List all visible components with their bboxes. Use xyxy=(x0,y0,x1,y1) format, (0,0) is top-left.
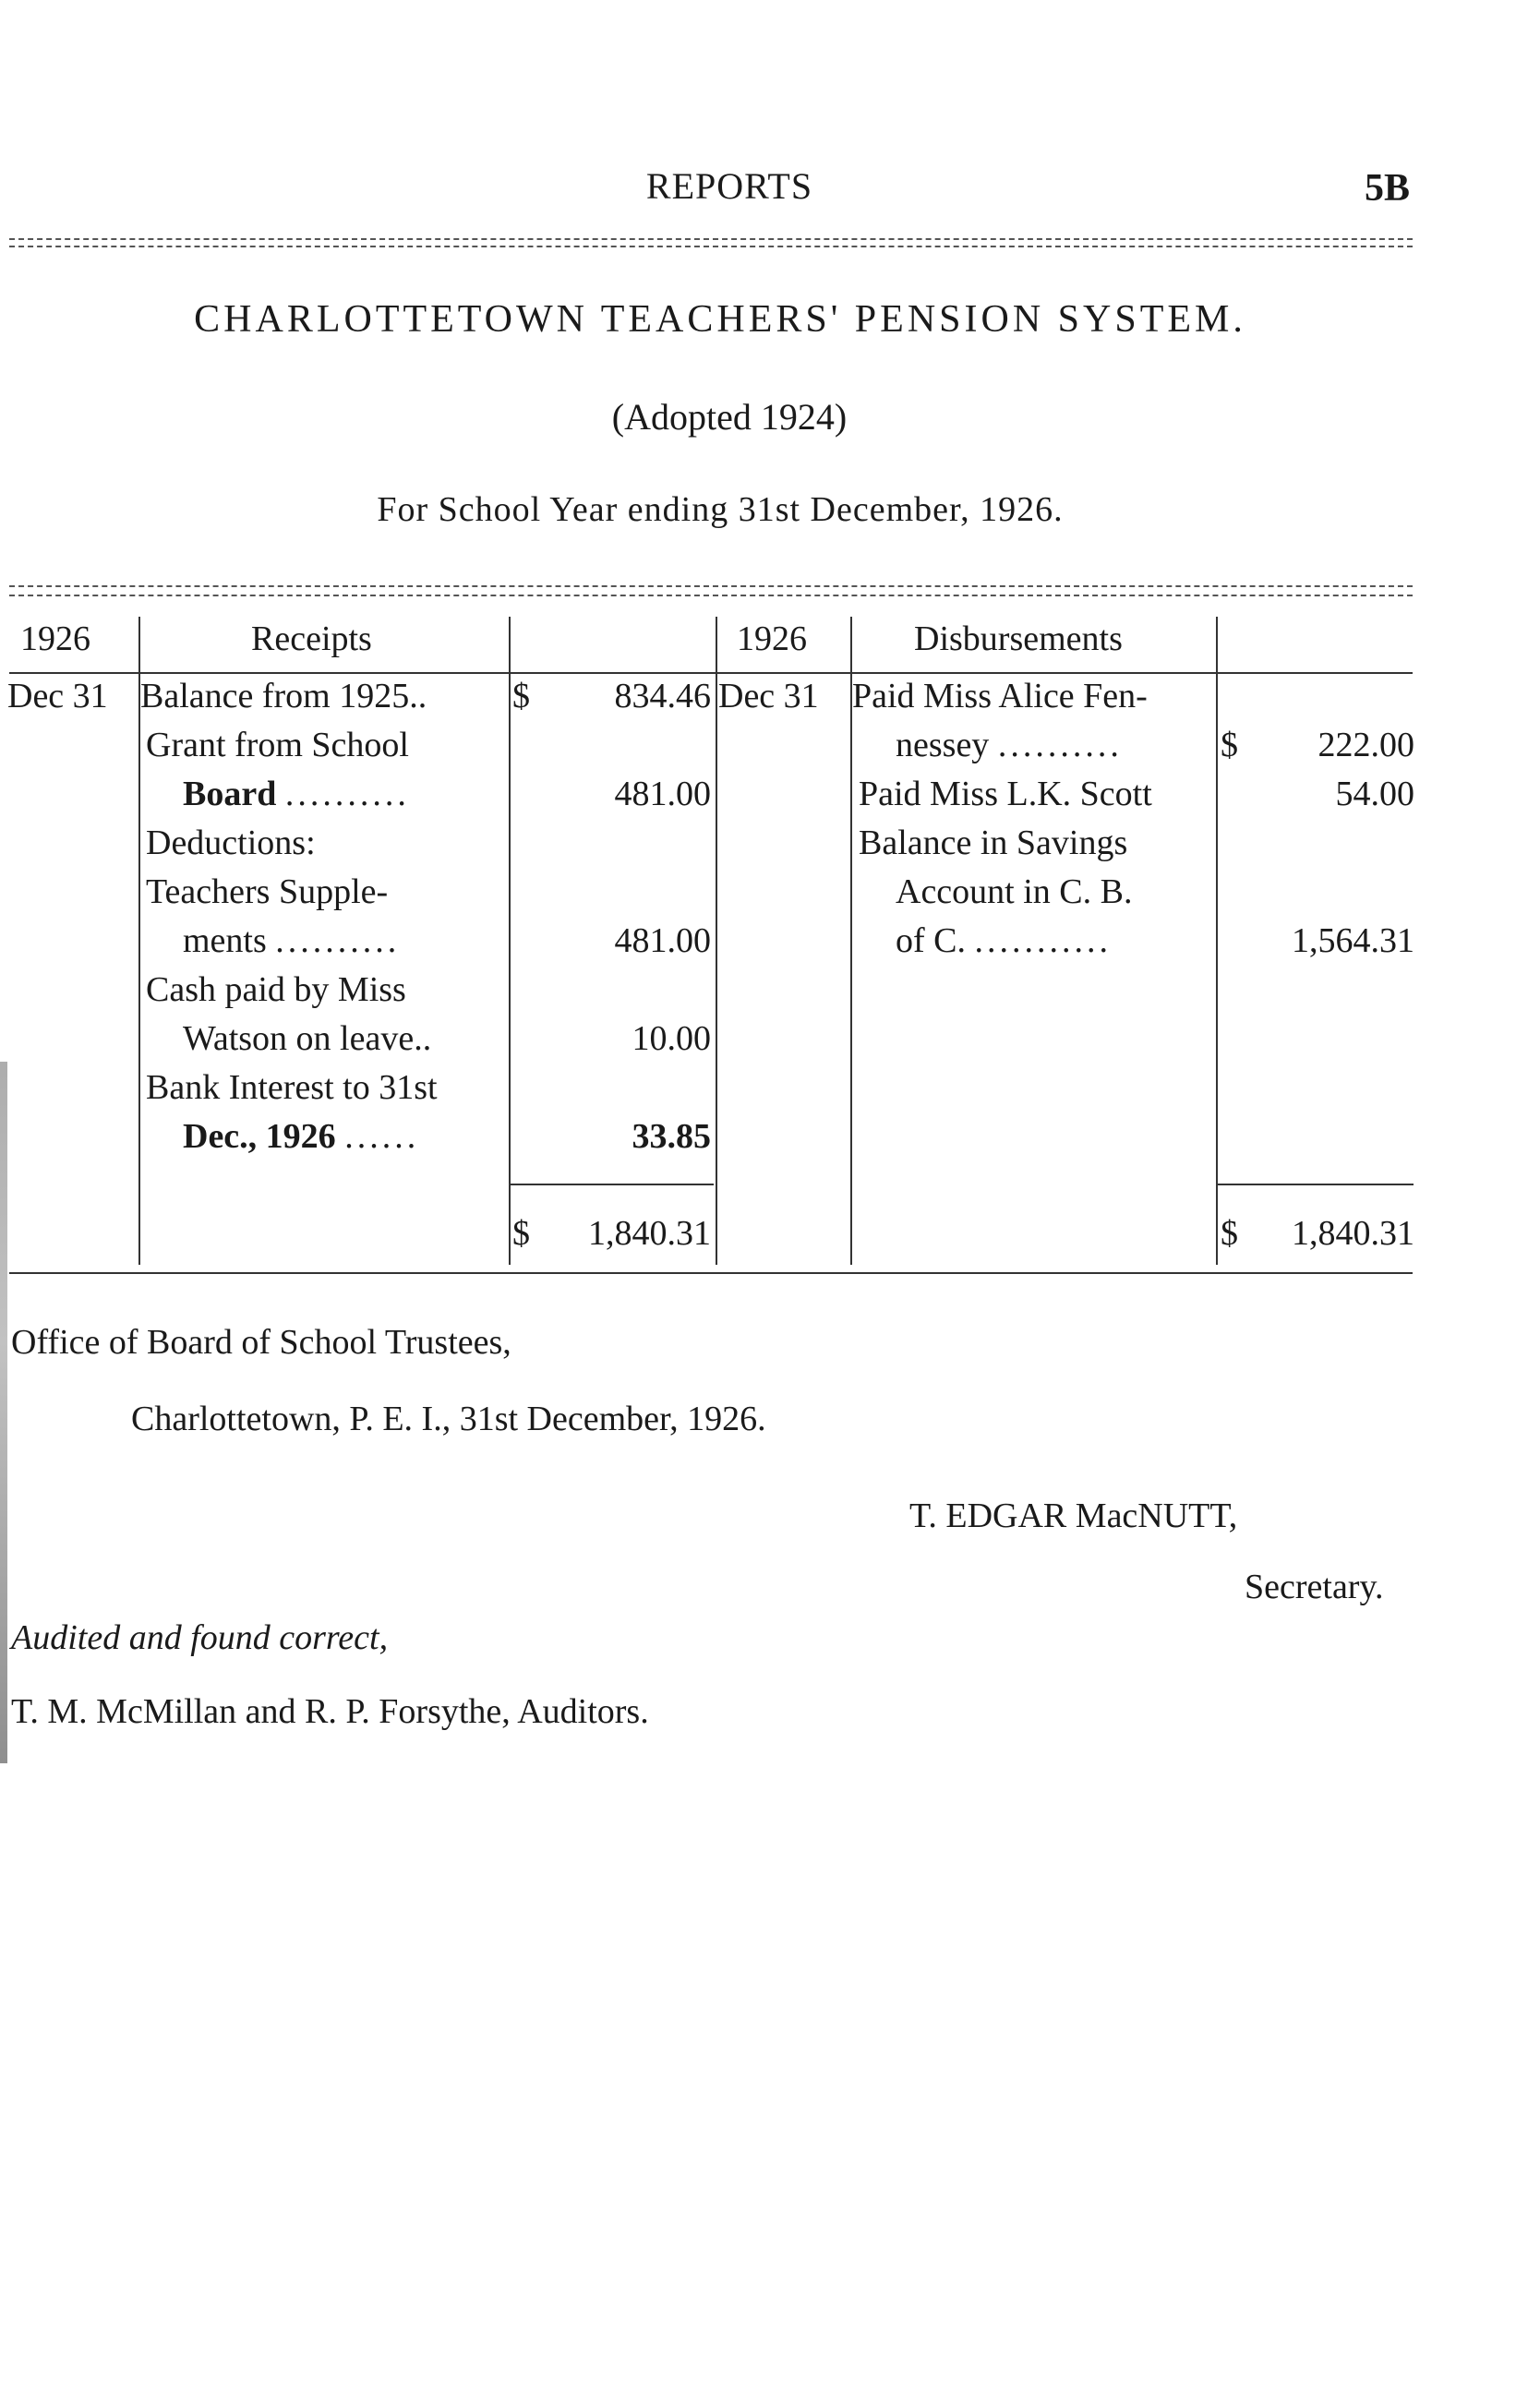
disbursements-total-rule xyxy=(1218,1184,1414,1185)
header-rule-2 xyxy=(9,246,1413,247)
header-disbursements: Disbursements xyxy=(914,619,1123,658)
leader-dots: .......... xyxy=(284,775,410,813)
table-top-rule xyxy=(9,585,1413,587)
receipt-line: Bank Interest to 31st xyxy=(146,1068,438,1107)
signatory-name: T. EDGAR MacNUTT, xyxy=(909,1496,1238,1535)
place-date-line: Charlottetown, P. E. I., 31st December, 1926. xyxy=(131,1400,766,1438)
receipt-line: Deductions: xyxy=(146,823,316,862)
receipt-amount: 834.46 xyxy=(614,677,711,715)
receipt-amount: 481.00 xyxy=(614,921,711,960)
period-line: For School Year ending 31st December, 1926. xyxy=(377,490,1064,529)
audited-line: Audited and found correct, xyxy=(11,1618,389,1657)
binding-shadow xyxy=(0,1062,7,1763)
receipt-line xyxy=(183,917,400,966)
receipt-line-text: ments xyxy=(183,921,267,960)
col-line-2 xyxy=(509,617,511,1265)
disbursement-amount: 222.00 xyxy=(1317,726,1414,764)
table-top-rule-2 xyxy=(9,595,1413,596)
receipts-total-currency: $ xyxy=(512,1214,530,1253)
leader-dots: ...... xyxy=(344,1117,420,1156)
disbursement-line xyxy=(896,917,1112,966)
receipt-line: Watson on leave.. xyxy=(183,1019,432,1058)
receipt-line-text: Dec., 1926 xyxy=(183,1117,336,1156)
receipt-line: Teachers Supple- xyxy=(146,872,389,911)
running-header: REPORTS xyxy=(645,165,813,207)
signatory-title: Secretary. xyxy=(1245,1568,1384,1606)
disbursement-line: Account in C. B. xyxy=(896,872,1133,911)
receipt-amount: 10.00 xyxy=(632,1019,711,1058)
auditors-line: T. M. McMillan and R. P. Forsythe, Auditors. xyxy=(11,1692,649,1731)
page-number: 5B xyxy=(1365,167,1411,210)
leader-dots: .......... xyxy=(997,726,1123,764)
receipt-line-text: Board xyxy=(183,775,277,813)
receipt-currency: $ xyxy=(512,677,530,715)
col-line-5 xyxy=(1216,617,1218,1265)
col-line-3 xyxy=(716,617,717,1265)
disbursements-total-currency: $ xyxy=(1221,1214,1238,1253)
receipt-line: Cash paid by Miss xyxy=(146,970,406,1009)
receipt-line xyxy=(183,1112,419,1161)
receipt-line xyxy=(183,770,410,819)
header-receipts: Receipts xyxy=(251,619,372,658)
disbursement-line-text: of C. xyxy=(896,921,966,960)
leader-dots: ........... xyxy=(974,921,1112,960)
disbursement-line: Paid Miss Alice Fen- xyxy=(852,677,1148,715)
receipt-amount: 481.00 xyxy=(614,775,711,813)
leader-dots: .......... xyxy=(275,921,401,960)
header-year-right: 1926 xyxy=(737,619,807,658)
header-year-left: 1926 xyxy=(20,619,90,658)
disbursement-line xyxy=(896,721,1123,770)
receipt-line: Balance from 1925.. xyxy=(140,677,427,715)
disbursement-line: Balance in Savings xyxy=(859,823,1128,862)
disbursement-amount: 54.00 xyxy=(1335,775,1414,813)
disbursement-line: Paid Miss L.K. Scott xyxy=(859,775,1152,813)
disbursement-currency: $ xyxy=(1221,726,1238,764)
header-rule xyxy=(9,238,1413,240)
office-line: Office of Board of School Trustees, xyxy=(11,1323,511,1362)
adopted-note: (Adopted 1924) xyxy=(611,396,848,438)
receipt-amount: 33.85 xyxy=(632,1117,711,1156)
receipts-total: 1,840.31 xyxy=(588,1214,711,1253)
disbursements-date: Dec 31 xyxy=(718,677,819,715)
receipt-line: Grant from School xyxy=(146,726,409,764)
receipts-date: Dec 31 xyxy=(7,677,108,715)
disbursement-line-text: nessey xyxy=(896,726,990,764)
disbursements-total: 1,840.31 xyxy=(1292,1214,1414,1253)
report-title: CHARLOTTETOWN TEACHERS' PENSION SYSTEM. xyxy=(194,298,1246,341)
disbursement-amount: 1,564.31 xyxy=(1292,921,1414,960)
receipts-total-rule xyxy=(511,1184,714,1185)
table-bottom-rule xyxy=(9,1272,1413,1274)
